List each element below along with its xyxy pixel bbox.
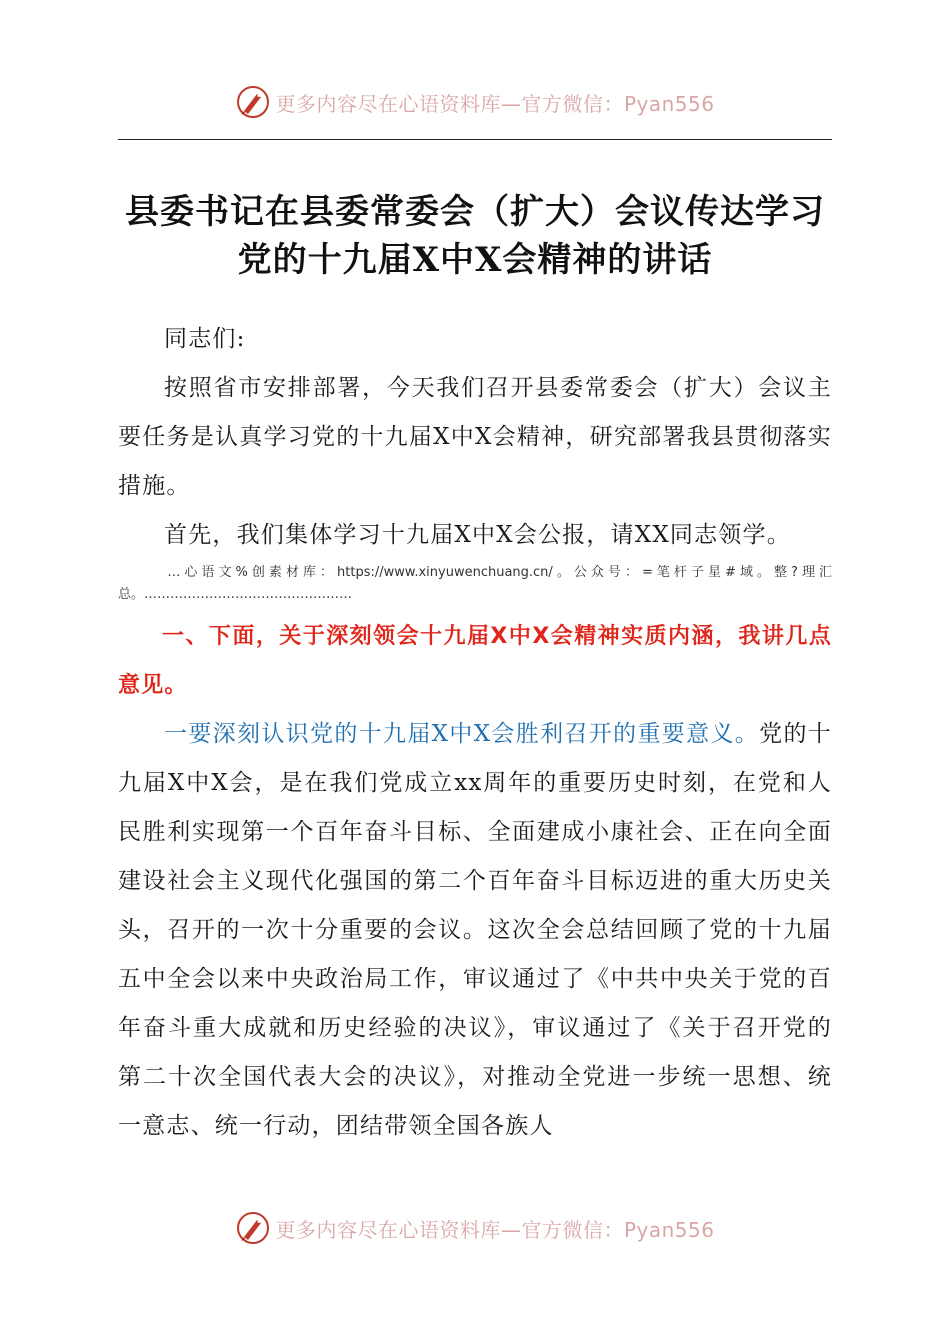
banner-text: 更多内容尽在心语资料库—官方微信：Pyan556 [275,91,715,116]
section-heading-1: 一、下面，关于深刻领会十九届X中X会精神实质内涵，我讲几点意见。 [118,624,832,698]
footer-watermark-banner [0,1203,950,1253]
subsection-1-paragraph [118,710,832,1151]
subsection-1-lead: 一要深刻认识党的十九届X中X会胜利召开的重要意义。 [164,721,760,747]
pen-nib-logo-icon [235,84,271,120]
subsection-1-text: 党的十九届X中X会，是在我们党成立xx周年的重要历史时刻，在党和人民胜利实现第一个百年奋斗目标、全面建成小康社会、正在向全面建设社会主义现代化强国的第二个百年奋斗目标迈进的重大历史关头，召开的一次十分重要的会议。这次全会总结回顾了党的十九届五中全会以来中央政治局工作，审议通过了《中共中央关于党的百年奋斗重大成就和历史经验的决议》，审议通过了《关于召开党的第二十次全国代表大会的决议》，对推动全党进一步统一思想、统一意志、统一行动，团结带领全国各族人 [118,721,832,1139]
paragraph-intro: 按照省市安排部署，今天我们召开县委常委会（扩大）会议主要任务是认真学习党的十九届X中X会精神，研究部署我县贯彻落实措施。 [118,375,832,499]
source-note: …心语文%创素材库：https://www.xinyuwenchuang.cn/。公众号：=笔杆子星#域。整?理汇总。………………………………………… [118,565,832,602]
title-line-2: 党的十九届X中X会精神的讲话 [237,240,713,280]
paragraph-study: 首先，我们集体学习十九届X中X会公报，请XX同志领学。 [164,522,791,548]
header-divider [118,139,832,140]
banner-text: 更多内容尽在心语资料库—官方微信：Pyan556 [275,1217,715,1242]
header-watermark-banner [0,77,950,127]
salutation: 同志们: [164,326,246,352]
title-line-1: 县委书记在县委常委会（扩大）会议传达学习 [125,192,825,232]
document-title [100,188,850,284]
pen-nib-logo-icon [235,1210,271,1246]
document-body [118,315,832,1151]
